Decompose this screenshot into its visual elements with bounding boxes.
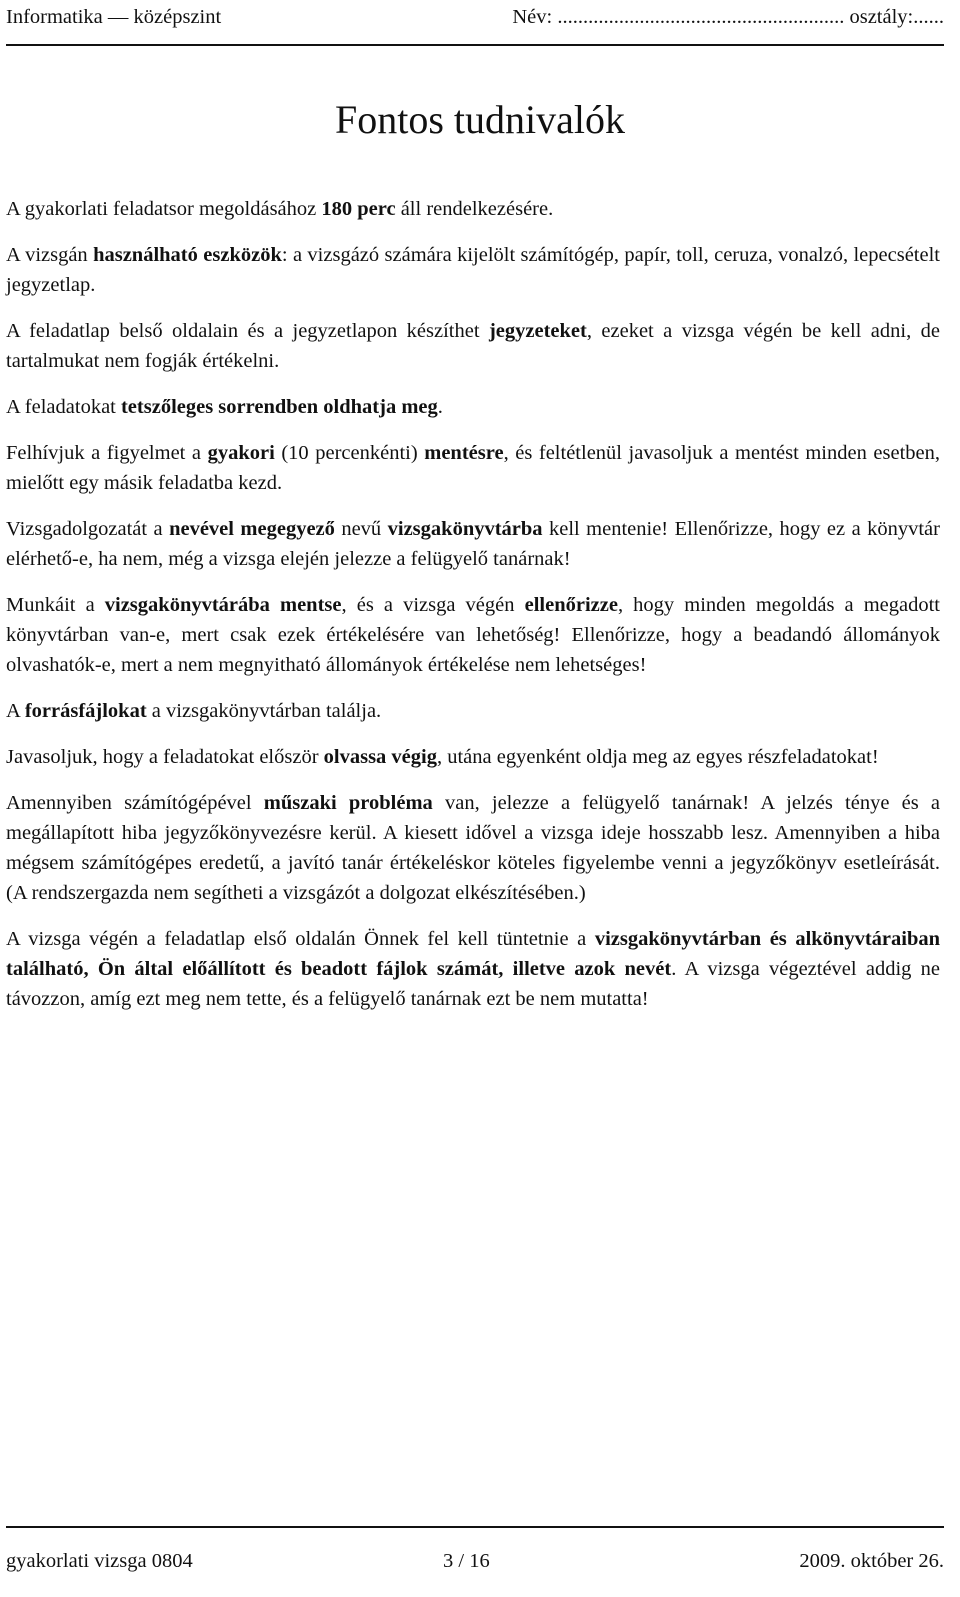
emphasis-text: olvassa végig bbox=[323, 746, 437, 768]
paragraph-text: A gyakorlati feladatsor megoldásához bbox=[6, 198, 322, 220]
instruction-paragraph bbox=[6, 590, 940, 680]
paragraph-text: , ezeket a vizsga végén be kell adni, de tartalmukat nem fogják értékelni. bbox=[6, 320, 940, 372]
emphasis-text: 180 perc bbox=[321, 198, 396, 220]
instructions-body bbox=[6, 194, 940, 1030]
header-subject: Informatika — középszint bbox=[6, 6, 222, 28]
paragraph-text: Felhívjuk a figyelmet a bbox=[6, 442, 208, 464]
instruction-paragraph bbox=[6, 438, 940, 498]
instruction-paragraph bbox=[6, 194, 940, 224]
paragraph-text: A bbox=[6, 700, 25, 722]
emphasis-text: vizsgakönyvtárba bbox=[387, 518, 543, 540]
instruction-paragraph bbox=[6, 742, 940, 772]
paragraph-text: a vizsgakönyvtárban találja. bbox=[146, 700, 382, 722]
paragraph-text: A vizsgán bbox=[6, 244, 94, 266]
instruction-paragraph bbox=[6, 788, 940, 908]
paragraph-text: áll rendelkezésére. bbox=[395, 198, 554, 220]
footer-page-number: 3 / 16 bbox=[443, 1550, 490, 1572]
paragraph-text: van, jelezze a felügyelő tanárnak! A jelzés ténye és a megállapított hiba jegyzőkönyvezésre kerül. A kiesett idővel a vizsga ideje hosszabb lesz. Amennyiben a hiba mégsem számítógépes eredetű, a javító tanár értékeléskor köteles figyelembe venni a jegyzőkönyv esetleírását. (A rendszergazda nem segítheti a vizsgázót a dolgozat elkészítésében.) bbox=[6, 792, 940, 904]
paragraph-text: (10 percenkénti) bbox=[274, 442, 425, 464]
paragraph-text: A vizsga végén a feladatlap első oldalán Önnek fel kell tüntetnie a bbox=[6, 928, 595, 950]
paragraph-text: . bbox=[437, 396, 443, 418]
paragraph-text: Amennyiben számítógépével bbox=[6, 792, 264, 814]
emphasis-text: tetszőleges sorrendben oldhatja meg bbox=[120, 396, 438, 418]
paragraph-text: Javasoljuk, hogy a feladatokat először bbox=[6, 746, 324, 768]
paragraph-text: , hogy minden megoldás a megadott könyvtárban van-e, mert csak ezek értékelésére van lehetőség! Ellenőrizze, hogy a beadandó állományok olvashatók-e, mert a nem megnyitható állományok értékelése nem lehetséges! bbox=[6, 594, 940, 676]
instruction-paragraph bbox=[6, 696, 940, 726]
paragraph-text: , és feltétlenül javasoljuk a mentést minden esetben, mielőtt egy másik feladatba kezd. bbox=[6, 442, 940, 494]
page-footer bbox=[6, 1526, 944, 1588]
paragraph-text: , utána egyenként oldja meg az egyes részfeladatokat! bbox=[436, 746, 879, 768]
emphasis-text: forrásfájlokat bbox=[24, 700, 147, 722]
paragraph-text: A feladatlap belső oldalain és a jegyzetlapon készíthet bbox=[6, 320, 489, 342]
paragraph-text: : a vizsgázó számára kijelölt számítógép, papír, toll, ceruza, vonalzó, lepecsételt jegyzetlap. bbox=[6, 244, 940, 296]
page-header bbox=[6, 4, 944, 46]
emphasis-text: használható eszközök bbox=[93, 244, 282, 266]
emphasis-text: nevével megegyező bbox=[169, 518, 335, 540]
instruction-paragraph bbox=[6, 514, 940, 574]
paragraph-text: kell mentenie! Ellenőrizze, hogy ez a könyvtár elérhető-e, ha nem, még a vizsga elején jelezze a felügyelő tanárnak! bbox=[6, 518, 940, 570]
instruction-paragraph bbox=[6, 924, 940, 1014]
paragraph-text: Vizsgadolgozatát a bbox=[6, 518, 170, 540]
paragraph-text: . A vizsga végeztével addig ne távozzon, amíg ezt meg nem tette, és a felügyelő tanárnak ezt be nem mutatta! bbox=[6, 958, 940, 1010]
emphasis-text: gyakori bbox=[207, 442, 275, 464]
emphasis-text: műszaki probléma bbox=[263, 792, 433, 814]
footer-date: 2009. október 26. bbox=[799, 1550, 944, 1572]
emphasis-text: mentésre bbox=[424, 442, 504, 464]
emphasis-text: vizsgakönyvtárban és alkönyvtáraiban található, Ön által előállított és beadott fájlok számát, illetve azok nevét bbox=[6, 928, 940, 980]
header-name-class-field: Név: ........................................................ osztály:...... bbox=[512, 6, 944, 28]
instruction-paragraph bbox=[6, 316, 940, 376]
paragraph-text: A feladatokat bbox=[6, 396, 121, 418]
paragraph-text: , és a vizsga végén bbox=[341, 594, 525, 616]
page-title: Fontos tudnivalók bbox=[334, 97, 626, 142]
paragraph-text: Munkáit a bbox=[6, 594, 105, 616]
instruction-paragraph bbox=[6, 240, 940, 300]
instruction-paragraph bbox=[6, 392, 940, 422]
emphasis-text: vizsgakönyvtárába mentse bbox=[104, 594, 342, 616]
emphasis-text: jegyzeteket bbox=[488, 320, 587, 342]
emphasis-text: ellenőrizze bbox=[524, 594, 618, 616]
paragraph-text: nevű bbox=[334, 518, 388, 540]
footer-exam-code: gyakorlati vizsga 0804 bbox=[6, 1550, 193, 1572]
